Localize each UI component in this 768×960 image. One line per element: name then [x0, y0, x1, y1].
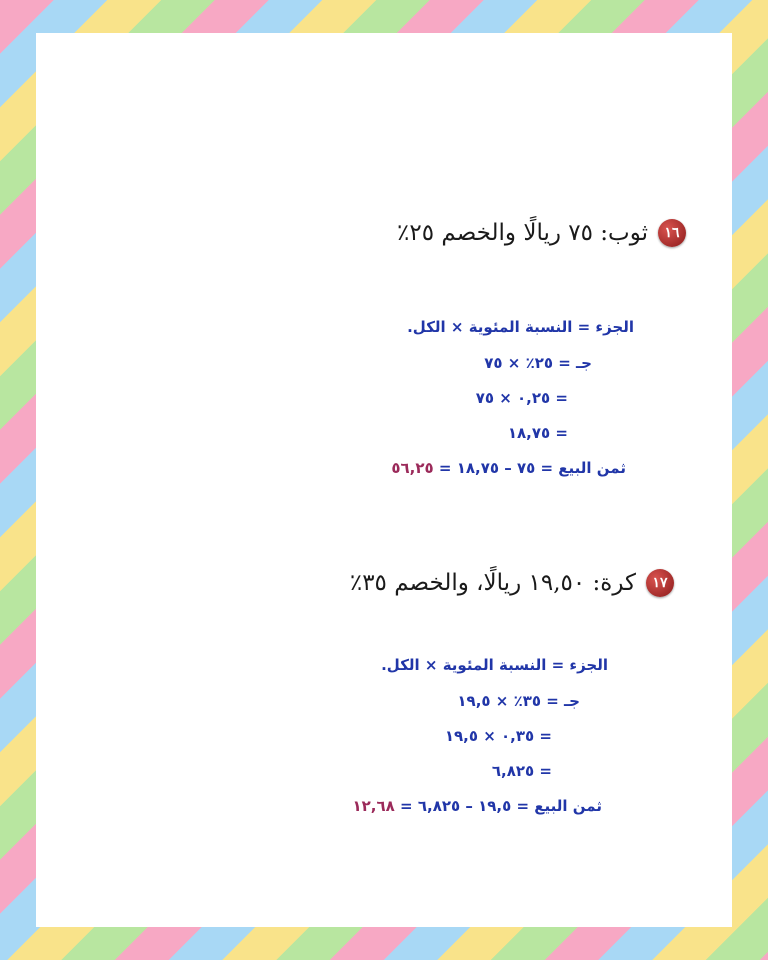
formula-line: الجزء = النسبة المئوية × الكل.: [407, 318, 634, 336]
formula-line: الجزء = النسبة المئوية × الكل.: [381, 656, 608, 674]
problem-17-heading: [350, 569, 674, 597]
substitution-line: جـ = ٣٥٪ × ١٩,٥: [457, 692, 580, 710]
part-result-line: = ١٨,٧٥: [507, 424, 568, 442]
problem-statement: ثوب: ٧٥ ريالًا والخصم ٢٥٪: [397, 220, 648, 246]
problem-17-heading-row: [350, 569, 674, 597]
sale-price-result: ٥٦,٢٥: [391, 459, 434, 477]
problem-number-badge: ١٧: [646, 569, 674, 597]
sale-price-line: [352, 797, 602, 815]
part-result-line: = ٦,٨٢٥: [491, 762, 552, 780]
substitution-line: جـ = ٢٥٪ × ٧٥: [484, 354, 592, 372]
sale-price-expression: ثمن البيع = ٧٥ – ١٨,٧٥ =: [438, 459, 626, 477]
worksheet-card: [36, 33, 732, 927]
problem-16-heading: [397, 219, 686, 247]
decimal-line: = ٠,٣٥ × ١٩,٥: [444, 727, 552, 745]
sale-price-expression: ثمن البيع = ١٩,٥ – ٦,٨٢٥ =: [400, 797, 602, 815]
problem-statement: كرة: ١٩,٥٠ ريالًا، والخصم ٣٥٪: [349, 570, 636, 596]
problem-16-heading-row: [397, 219, 686, 247]
sale-price-line: [391, 459, 626, 477]
sale-price-result: ١٢,٦٨: [352, 797, 395, 815]
decimal-line: = ٠,٢٥ × ٧٥: [475, 389, 568, 407]
problem-number-badge: ١٦: [658, 219, 686, 247]
